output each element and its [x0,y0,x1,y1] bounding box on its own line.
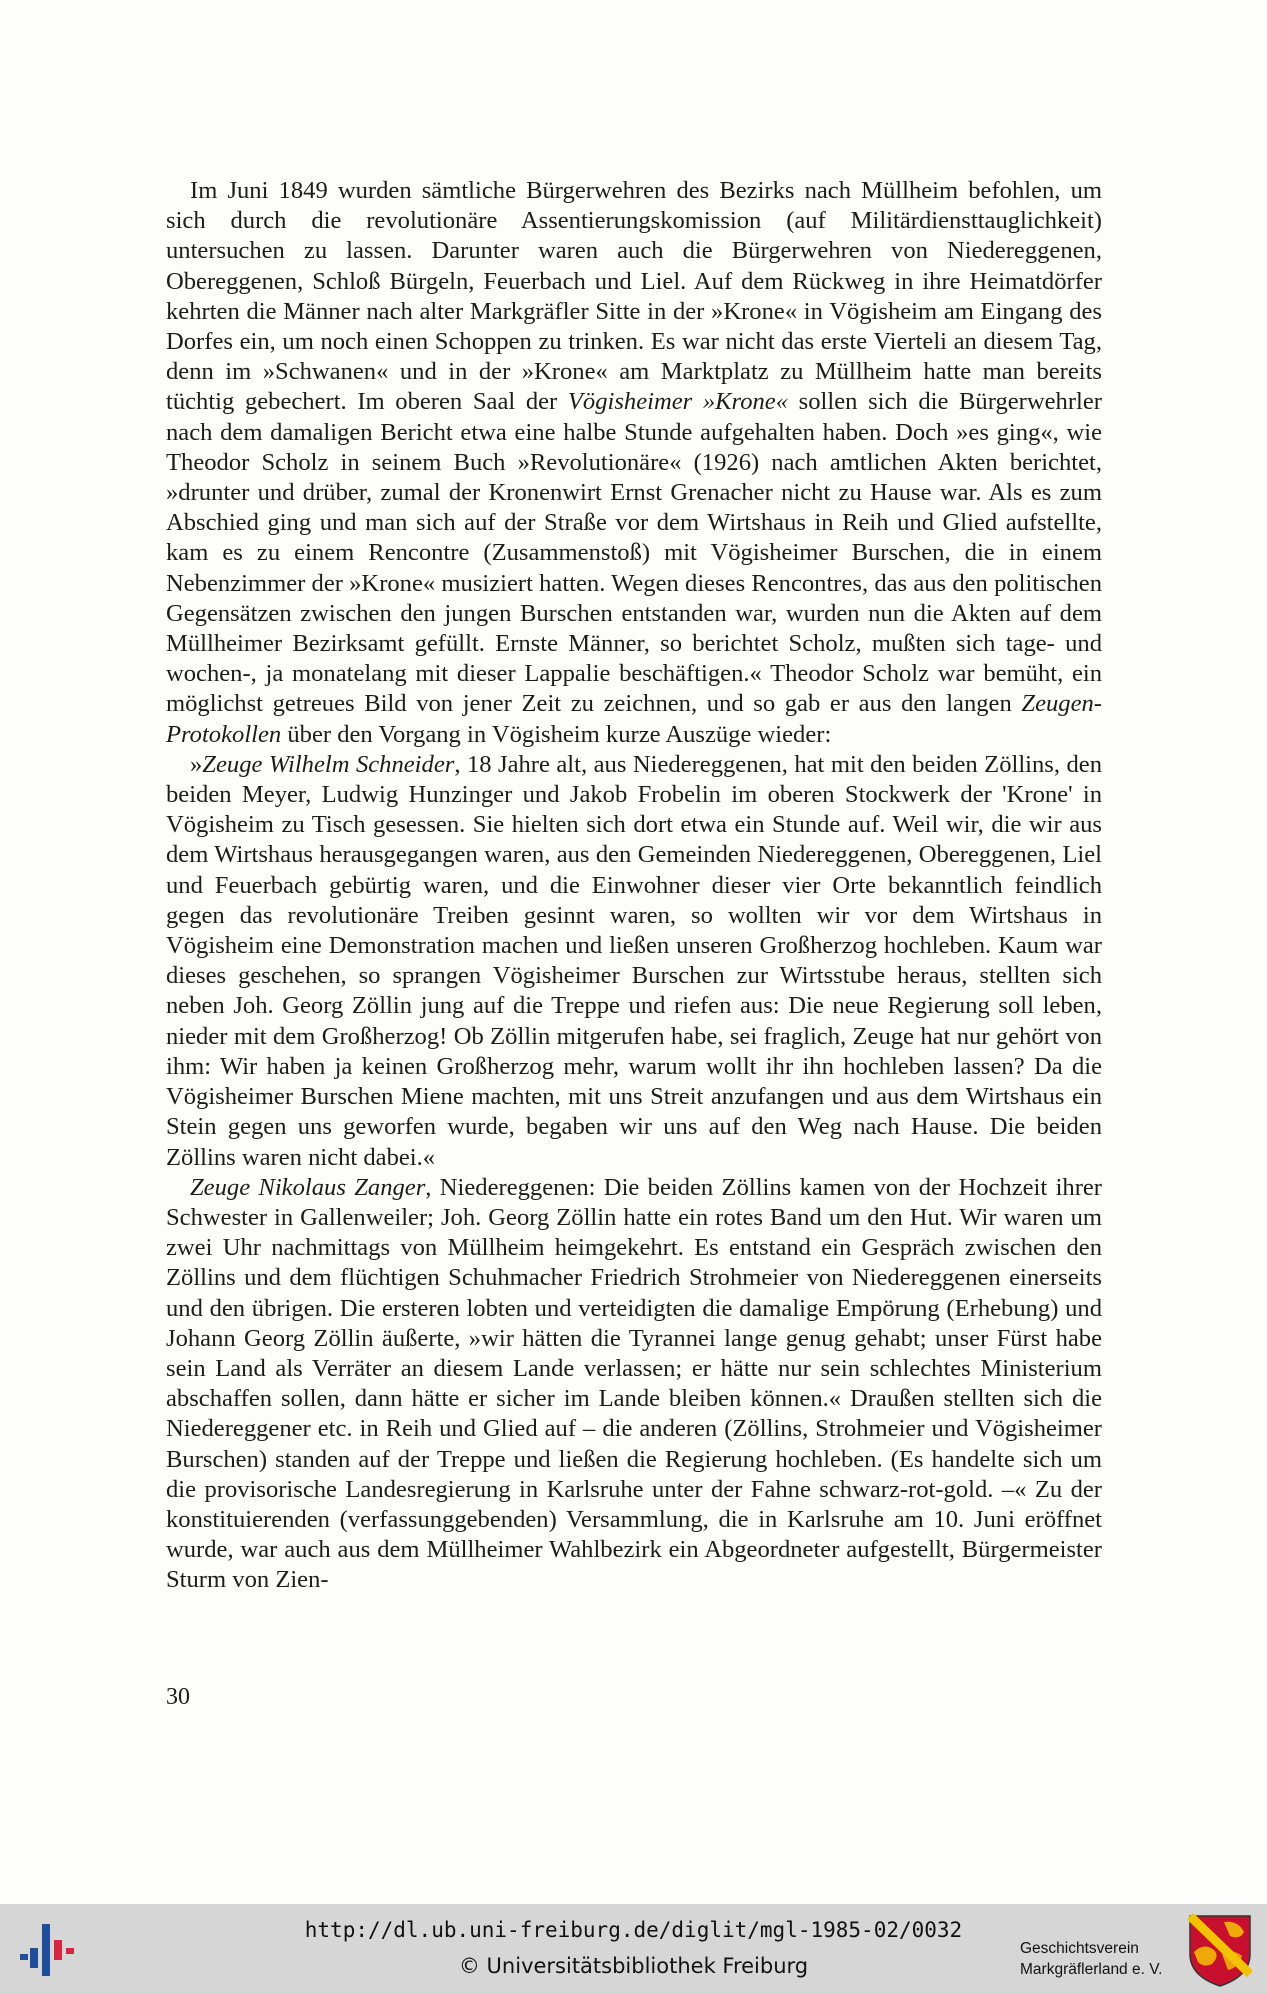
paragraph [166,1173,1102,1596]
footer-bar [0,1904,1267,1994]
text-run: , Niedereggenen: Die beiden Zöllins kamen von der Hochzeit ihrer Schwester in Gallenweiler; Joh. Georg Zöllin hatte ein rotes Band um den Hut. Wir waren um zwei Uhr nachmittags von Müllheim heimgekehrt. Es entstand ein Gespräch zwischen den Zöllins und dem flüchtigen Schuhmacher Friedrich Strohmeier von Niedereggenen einerseits und den übrigen. Die ersteren lobten und verteidigten die damalige Empörung (Erhebung) und Johann Georg Zöllin äußerte, »wir hätten die Tyrannei lange genug gehabt; unser Fürst habe sein Land als Verräter an diesem Lande verlassen; er hätte nur sein schlechtes Ministerium abschaffen sollen, dann hätte er sicher im Lande bleiben können.« Draußen stellten sich die Niedereggener etc. in Reih und Glied auf – die anderen (Zöllins, Strohmeier und Vögisheimer Burschen) standen auf der Treppe und ließen die Regierung hochleben. (Es handelte sich um die provisorische Landesregierung in Karlsruhe unter der Fahne schwarz-rot-gold. –« Zu der konstituierenden (verfassunggebenden) Versammlung, die in Karlsruhe am 10. Juni eröffnet wurde, war auch aus dem Müllheimer Wahlbezirk ein Abgeordneter aufgestellt, Bürgermeister Sturm von Zien- [166,1173,1102,1594]
body-text [166,176,1102,1596]
text-run: Im Juni 1849 wurden sämtliche Bürgerwehren des Bezirks nach Müllheim befohlen, um sich durch die revolutionäre Assentierungskomission (auf Militärdiensttauglichkeit) untersuchen zu lassen. Darunter waren auch die Bürgerwehren von Niedereggenen, Obereggenen, Schloß Bürgeln, Feuerbach und Liel. Auf dem Rückweg in ihre Heimatdörfer kehrten die Männer nach alter Markgräfler Sitte in der »Krone« in Vögisheim am Eingang des Dorfes ein, um noch einen Schoppen zu trinken. Es war nicht das erste Vierteli an diesem Tag, denn im »Schwanen« und in der »Krone« am Marktplatz zu Müllheim hatte man bereits tüchtig gebechert. Im oberen Saal der [166,177,1102,416]
italic-text: Zeuge Nikolaus Zanger [190,1173,426,1201]
paragraph [166,176,1102,750]
society-name [1020,1938,1190,1980]
footer-url-link[interactable]: http://dl.ub.uni-freiburg.de/diglit/mgl-1985-02/0032 [304,1918,963,1942]
coat-of-arms-icon [1188,1914,1252,1988]
italic-text: Zeuge Wilhelm Schneider [202,750,455,778]
society-name-line2: Markgräflerland e. V. [1020,1961,1163,1978]
text-run: , 18 Jahre alt, aus Niedereggenen, hat mit den beiden Zöllins, den beiden Meyer, Ludwig Hunzinger und Jakob Frobelin im oberen Stockwerk der 'Krone' in Vögisheim zu Tisch gesessen. Sie hielten sich dort etwa ein Stunde auf. Weil wir, die wir aus dem Wirtshaus herausgegangen waren, aus den Gemeinden Niedereggenen, Obereggenen, Liel und Feuerbach gebürtig waren, und die Einwohner dieser vier Orte bekanntlich feindlich gegen das revolutionäre Treiben gesinnt waren, so wollten wir vor dem Wirtshaus in Vögisheim eine Demonstration machen und ließen unseren Großherzog hochleben. Kaum war dieses geschehen, so sprangen Vögisheimer Burschen zur Wirtsstube heraus, stellten sich neben Joh. Georg Zöllin jung auf die Treppe und riefen aus: Die neue Regierung soll leben, nieder mit dem Großherzog! Ob Zöllin mitgerufen habe, sei fraglich, Zeuge hat nur gehört von ihm: Wir haben ja keinen Großherzog mehr, warum wollt ihr ihn hochleben lassen? Da die Vögisheimer Burschen Miene machten, mit uns Streit anzufangen und aus dem Wirtshaus ein Stein gegen uns geworfen wurde, begaben wir uns auf den Weg nach Hause. Die beiden Zöllins waren nicht dabei.« [166,750,1102,1171]
page-number: 30 [166,1684,190,1710]
italic-text: Zeugen-Protokollen [166,690,1102,748]
italic-text: Vögisheimer »Krone« [567,388,789,416]
text-run: sollen sich die Bürgerwehrler nach dem damaligen Bericht etwa eine halbe Stunde aufgehalten haben. Doch »es ging«, wie Theodor Scholz in seinem Buch »Revolutionäre« (1926) nach amtlichen Akten berichtet, »drunter und drüber, zumal der Kronenwirt Ernst Grenacher nicht zu Hause war. Als es zum Abschied ging und man sich auf der Straße vor dem Wirtshaus in Reih und Glied aufstellte, kam es zu einem Rencontre (Zusammenstoß) mit Vögisheimer Burschen, die in einem Nebenzimmer der »Krone« musiziert hatten. Wegen dieses Rencontres, das aus den politischen Gegensätzen zwischen den jungen Burschen entstanden war, wurden nun die Akten auf dem Müllheimer Bezirksamt gefüllt. Ernste Männer, so berichtet Scholz, mußten sich tage- und wochen-, ja monatelang mit dieser Lappalie beschäftigen.« Theodor Scholz war bemüht, ein möglichst getreues Bild von jener Zeit zu zeichnen, und so gab er aus den langen [166,388,1102,718]
text-run: über den Vorgang in Vögisheim kurze Auszüge wieder: [281,720,832,748]
paragraph [166,750,1102,1173]
society-name-line1: Geschichtsverein [1020,1940,1139,1957]
text-run: » [190,750,203,778]
footer-copyright: © Universitätsbibliothek Freiburg [458,1954,809,1978]
